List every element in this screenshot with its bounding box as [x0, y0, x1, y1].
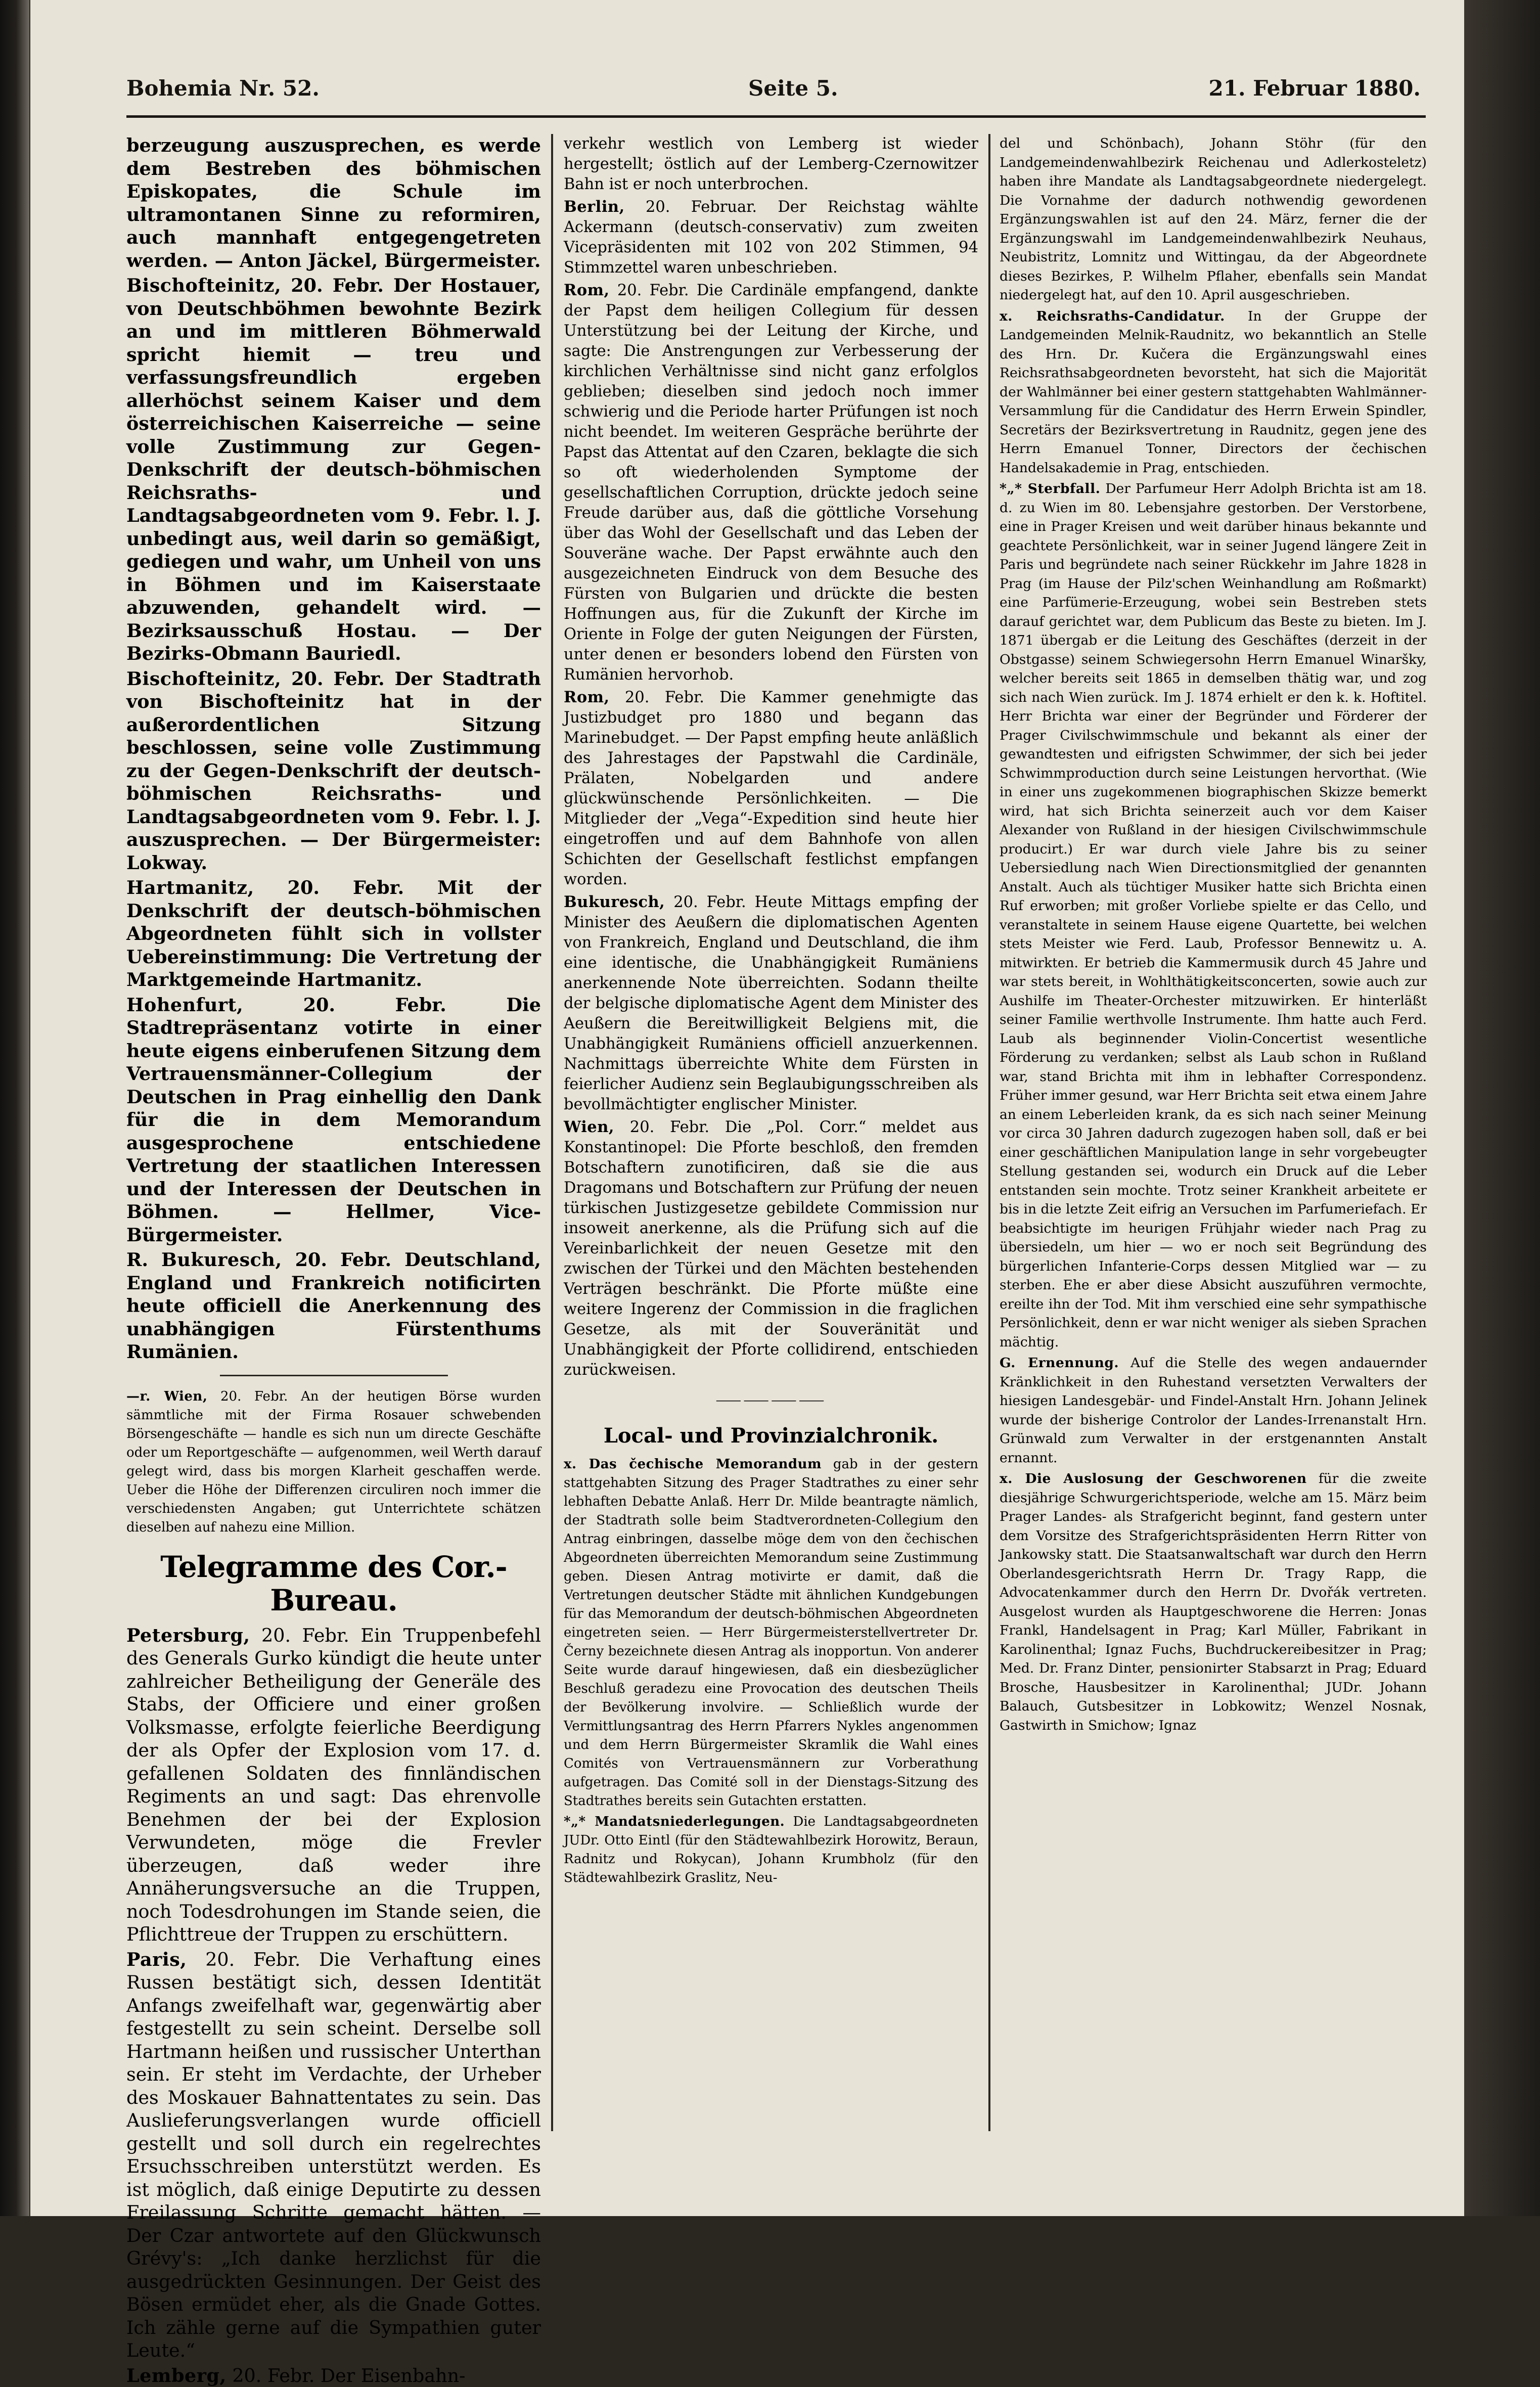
dateline-place: Wien,	[564, 1118, 614, 1136]
left-page-edge	[0, 0, 29, 2216]
article-paragraph	[126, 1948, 541, 2362]
paragraph-prefix: R.	[126, 1249, 148, 1271]
paragraph-prefix: *„* Sterbfall.	[1000, 481, 1100, 497]
article-text: 20. Febr. Die Stadtrepräsentanz votirte in einer heute eigens einberufenen Sitzung dem Vertrauensmänner-Collegium der Deutschen in Prag einhellig den Dank für die in dem Memorandum ausgesprochene entschiedene Vertretung der staatlichen Interessen und der Interessen der Deutschen in Böhmen. — Hellmer, Vice-Bürgermeister.	[126, 994, 541, 1246]
article-paragraph	[564, 1117, 978, 1380]
article-text: 20. Februar. Der Reichstag wählte Ackermann (deutsch-conservativ) zum zweiten Vicepräsidenten mit 102 von 202 Stimmen, 94 Stimmzettel waren unbeschrieben.	[564, 198, 978, 277]
article-paragraph	[564, 197, 978, 278]
article-text: gab in der gestern stattgehabten Sitzung des Prager Stadtrathes zu einer sehr lebhaften Debatte Anlaß. Herr Dr. Milde beantragte nämlich, der Stadtrath solle beim Stadtverordneten-Collegium den Antrag einbringen, dasselbe möge dem von den čechischen Abgeordneten überreichten Memorandum seine Zustimmung geben. Diesen Antrag motivirte er damit, daß die Vertretungen deutscher Städte mit ähnlichen Kundgebungen für das Memorandum der deutsch-böhmischen Abgeordneten eingetreten seien. — Herr Bürgermeisterstellvertreter Dr. Černy bezeichnete diesen Antrag als inopportun. Von anderer Seite wurde darauf hingewiesen, daß ein diesbezüglicher Beschluß geradezu eine Provocation des deutschen Theils der Bevölkerung involvire. — Schließlich wurde der Vermittlungsantrag des Herrn Pfarrers Nykles angenommen und dem Herrn Bürgermeister Skramlik die Wahl eines Comités von Vertrauensmännern zur Vorberathung aufgetragen. Das Comité soll in der Dienstags-Sitzung des Stadtrathes bereits sein Gutachten erstatten.	[564, 1457, 978, 1809]
article-text: für die zweite diesjährige Schwurgerichtsperiode, welche am 15. März beim Prager Landes- als Strafgericht beginnt, fand gestern unter dem Vorsitze des Strafgerichtspräsidenten Herrn Ritter von Jankowsky statt. Die Staatsanwaltschaft war durch den Herrn Oberlandesgerichtsrath Herrn Dr. Tragy Rapp, die Advocatenkammer durch den Herrn Dr. Dvořák vertreten. Ausgelost wurden als Hauptgeschworene die Herren: Jonas Frankl, Handelsagent in Prag; Karl Müller, Fabrikant in Karolinenthal; Ignaz Fuchs, Buchdruckereibesitzer in Prag; Med. Dr. Franz Dinter, pensionirter Stabsarzt in Prag; Eduard Brosche, Hausbesitzer in Karolinenthal; JUDr. Johann Balauch, Gutsbesitzer in Lobkowitz; Wenzel Nosnak, Gastwirth in Smichow; Ignaz	[1000, 1471, 1427, 1733]
page-header	[126, 76, 1421, 111]
column-3	[1000, 134, 1427, 2131]
dateline-place: —r. Wien,	[126, 1389, 207, 1404]
article-text: 20. Febr. Heute Mittags empfing der Minister des Aeußern die diplomatischen Agenten von Frankreich, England und Deutschland, die ihm eine identische, die Unabhängigkeit Rumäniens anerkennende Note überreichten. Sodann theilte der belgische diplomatische Agent dem Minister des Aeußern die Bereitwilligkeit Belgiens mit, die Unabhängigkeit Rumäniens officiell anzuerkennen. Nachmittags überreichte White dem Fürsten in feierlicher Audienz sein Beglaubigungsschreiben als bevollmächtigter englischer Minister.	[564, 893, 978, 1113]
article-text: 20. Febr. Die „Pol. Corr.“ meldet aus Konstantinopel: Die Pforte beschloß, den fremden Botschaftern zunotificiren, daß sie die aus Dragomans und Botschaftern zur Prüfung der neuen türkischen Justizgesetze gebildete Commission nur insoweit anerkenne, als die Prüfung sich auf die Vereinbarlichkeit der neuen Gesetze mit den zwischen der Türkei und den Mächten bestehenden Verträgen beschränkt. Die Pforte müßte eine weitere Ingerenz der Commission in die fraglichen Gesetze, als mit der Souveränität und Unabhängigkeit der Pforte collidirend, entschieden zurückweisen.	[564, 1118, 978, 1379]
article-text: 20. Febr. Die Verhaftung eines Russen bestätigt sich, dessen Identität Anfangs zweifelhaft war, gegenwärtig aber festgestellt zu sein scheint. Derselbe soll Hartmann heißen und russischer Unterthan sein. Er steht im Verdachte, der Urheber des Moskauer Bahnattentates zu sein. Das Auslieferungsverlangen wurde officiell gestellt und soll durch ein regelrechtes Ersuchsschreiben unterstützt werden. Es ist möglich, daß einige Deputirte zu dessen Freilassung Schritte gemacht hätten. — Der Czar antwortete auf den Glückwunsch Grévy's: „Ich danke herzlichst für die ausgedrückten Gesinnungen. Der Geist des Bösen ermüdet eher, als die Gnade Gottes. Ich zähle gerne auf die Sympathien guter Leute.“	[126, 1949, 541, 2362]
column-divider-2	[988, 134, 990, 2131]
article-paragraph	[1000, 479, 1427, 1352]
dateline-place: Petersburg,	[126, 1625, 250, 1646]
dateline-place: Lemberg,	[126, 2365, 227, 2386]
article-paragraph	[564, 892, 978, 1115]
paragraph-prefix: x. Das čechische Memorandum	[564, 1457, 822, 1472]
dateline-place: Bukuresch,	[161, 1249, 282, 1271]
header-page-number: Seite 5.	[748, 76, 838, 101]
section-rule	[220, 1375, 448, 1376]
header-rule	[126, 115, 1426, 118]
article-paragraph: del und Schönbach), Johann Stöhr (für den Landgemeindenwahlbezirk Reichenau und Adlerkosteletz) haben ihre Mandate als Landtagsabgeordnete niedergelegt. Die Vornahme der dadurch nothwendig gewordenen Ergänzungswahlen ist auf den 24. März, ferner die der Ergänzungswahl im Landgemeindenwahlbezirk Neuhaus, Neubistritz, Lomnitz und Wittingau, da der Abgeordnete dieses Bezirkes, P. Wilhelm Pflaher, ebenfalls sein Mandat niedergelegt hat, auf den 10. April ausgeschrieben.	[1000, 134, 1427, 305]
article-text: Die Landtagsabgeordneten JUDr. Otto Eintl (für den Städtewahlbezirk Horowitz, Beraun, Radnitz und Rokycan), Johann Krumbholz (für den Städtewahlbezirk Graslitz, Neu-	[564, 1814, 978, 1885]
article-text: 20. Febr. Der Hostauer, von Deutschböhmen bewohnte Bezirk an und im mittleren Böhmerwald spricht hiemit — treu und verfassungsfreundlich ergeben allerhöchst seinem Kaiser und dem österreichischen Kaiserreiche — seine volle Zustimmung zur Gegen-Denkschrift der deutsch-böhmischen Reichsraths- und Landtagsabgeordneten vom 9. Febr. l. J. unbedingt aus, weil darin so gemäßigt, gediegen und wahr, um Unheil von uns in Böhmen und im Kaiserstaate abzuwenden, gehandelt wird. — Bezirksausschuß Hostau. — Der Bezirks-Obmann Bauriedl.	[126, 275, 541, 664]
paragraph-prefix: x. Die Auslosung der Geschworenen	[1000, 1471, 1307, 1487]
article-paragraph	[1000, 1469, 1427, 1735]
article-text: 20. Febr. An der heutigen Börse wurden sämmtliche mit der Firma Rosauer schwebenden Börsengeschäfte — handle es sich nun um directe Geschäfte oder um Reportgeschäfte — aufgenommen, weil Werth darauf gelegt wird, dass bis morgen Klarheit geschaffen werde. Ueber die Höhe der Differenzen circuliren noch immer die verschiedensten Angaben; gut Unterrichtete schätzen dieselben auf nahezu eine Million.	[126, 1389, 541, 1535]
article-text: 20. Febr. Mit der Denkschrift der deutsch-böhmischen Abgeordneten fühlt sich in vollster Uebereinstimmung: Die Vertretung der Marktgemeinde Hartmanitz.	[126, 877, 541, 990]
column-divider-1	[551, 134, 553, 2131]
article-paragraph: berzeugung auszusprechen, es werde dem Bestreben des böhmischen Episkopates, die Schule im ultramontanen Sinne zu reformiren, auch mannhaft entgegengetreten werden. — Anton Jäckel, Bürgermeister.	[126, 134, 541, 272]
dateline-place: Hohenfurt,	[126, 994, 243, 1016]
article-text: 20. Febr. Der Stadtrath von Bischofteinitz hat in der außerordentlichen Sitzung beschlossen, seine volle Zustimmung zu der Gegen-Denkschrift der deutsch-böhmischen Reichsraths- und Landtagsabgeordneten vom 9. Febr. l. J. auszusprechen. — Der Bürgermeister: Lokway.	[126, 668, 541, 874]
article-paragraph	[126, 2364, 541, 2387]
article-text: 20. Febr. Der Eisenbahn-	[227, 2365, 466, 2386]
article-paragraph	[126, 1387, 541, 1537]
article-text: Der Parfumeur Herr Adolph Brichta ist am 18. d. zu Wien im 80. Lebensjahre gestorben. Der Verstorbene, eine in Prager Kreisen und weit darüber hinaus bekannte und geachtete Persönlichkeit, war in seiner Jugend längere Zeit in Paris und begründete nach seiner Rückkehr im Jahre 1828 in Prag (im Hause der Pilz'schen Weinhandlung am Roßmarkt) eine Parfümerie-Erzeugung, wobei sein Bestreben stets darauf gerichtet war, dem Publicum das Beste zu bieten. Im J. 1871 übergab er die Leitung des Geschäftes (derzeit in der Obstgasse) seinem Schwiegersohn Herrn Emanuel Winaršky, welcher bereits seit 1865 in demselben thätig war, und zog sich nach Wien zurück. Im J. 1874 erhielt er den k. k. Hoftitel. Herr Brichta war einer der Begründer und Förderer der Prager Civilschwimmschule und bekannt als einer der gewandtesten und eifrigsten Schwimmer, der sich bei jeder Schwimmproduction durch seine Leistungen hervorthat. (Wie in einer uns zugekommenen biographischen Skizze bemerkt wird, hat sich Brichta seinerzeit auch vor dem Kaiser Alexander von Rußland in der hiesigen Civilschwimmschule producirt.) Er war durch viele Jahre bis zu seiner Uebersiedlung nach Wien Directionsmitglied der genannten Anstalt. Auch als tüchtiger Musiker hatte sich Brichta einen Ruf erworben; mit großer Vorliebe spielte er das Cello, und veranstaltete in seinem Hause eigene Quartette, bei welchen stets Meister wie Ferd. Laub, Professor Bennewitz u. A. mitwirkten. Er betrieb die Kammermusik durch 45 Jahre und war stets bereit, in Wohlthätigkeitsconcerten, sowie auch zur Aushilfe im Theater-Orchester mitzuwirken. Er hinterläßt seiner Familie werthvolle Instrumente. Ihm hatte auch Ferd. Laub als beginnender Violin-Concertist wesentliche Förderung zu verdanken; selbst als Laub schon in Rußland war, stand Brichta mit ihm in lebhafter Correspondenz. Früher immer gesund, war Herr Brichta seit etwa einem Jahre an einem Leberleiden krank, da es sich nach seiner Meinung vor circa 30 Jahren dadurch zugezogen haben soll, daß er bei einer geschäftlichen Manipulation lange in sehr vorgebeugter Stellung gestanden sei, wodurch ein Druck auf die Leber entstanden sein mochte. Trotz seiner Krankheit arbeitete er bis in die letzte Zeit eifrig an Versuchen im Parfumeriefach. Er beabsichtigte im heurigen Frühjahr wieder nach Prag zu übersiedeln, um hier — wo er noch seit Begründung des bürgerlichen Infanterie-Corps dessen Mitglied war — zu sterben. Ehe er aber diese Absicht auszuführen vermochte, ereilte ihn der Tod. Mit ihm verschied eine sehr sympathische Persönlichkeit, denn er war nicht weniger als sieben Sprachen mächtig.	[1000, 481, 1427, 1350]
article-paragraph	[126, 1624, 541, 1946]
dateline-place: Berlin,	[564, 198, 625, 216]
dateline-place: Paris,	[126, 1949, 187, 1970]
article-text: 20. Febr. Die Cardinäle empfangend, dankte der Papst dem heiligen Collegium für dessen Unterstützung bei der Leitung der Kirche, und sagte: Die Anstrengungen zur Verbesserung der kirchlichen Verhältnisse sind nicht ganz erfolglos geblieben; dieselben sind jedoch noch immer schwierig und die Periode harter Prüfungen ist noch nicht beendet. Im weiteren Gespräche berührte der Papst das Attentat auf den Czaren, beklagte die sich so oft wiederholenden Symptome der gesellschaftlichen Corruption, drückte jedoch seine Freude darüber aus, daß die göttliche Vorsehung über das Wohl der Gesellschaft und das Leben der Souveräne wache. Der Papst erwähnte auch den ausgezeichneten Eindruck von dem Besuche des Fürsten von Bulgarien und drückte die besten Hoffnungen aus, für die Zukunft der Kirche im Oriente in Folge der guten Neigungen der Fürsten, unter denen er besonders lobend den Fürsten von Rumänien hervorhob.	[564, 282, 978, 684]
article-text: 20. Febr. Die Kammer genehmigte das Justizbudget pro 1880 und begann das Marinebudget. — Der Papst empfing heute anläßlich des Jahrestages der Papstwahl die Cardinäle, Prälaten, Nobelgarden und andere glückwünschende Persönlichkeiten. — Die Mitglieder der „Vega“-Expedition sind heute hier eingetroffen und auf dem Bahnhofe von allen Schichten der Gesellschaft festlichst empfangen worden.	[564, 689, 978, 888]
section-heading-local: Local- und Provinzialchronik.	[564, 1424, 978, 1448]
dateline-place: Bischofteinitz,	[126, 668, 281, 690]
article-paragraph	[564, 1813, 978, 1887]
column-1	[126, 134, 541, 2131]
right-page-edge	[1464, 0, 1540, 2216]
article-paragraph	[126, 274, 541, 665]
column-2	[564, 134, 978, 2131]
article-paragraph	[126, 667, 541, 875]
header-publication: Bohemia Nr. 52.	[126, 76, 320, 101]
article-text: 20. Febr. Deutschland, England und Frankreich notificirten heute officiell die Anerkennung des unabhängigen Fürstenthums Rumänien.	[126, 1249, 541, 1363]
dateline-place: Bukuresch,	[564, 893, 665, 911]
article-text: Auf die Stelle des wegen andauernder Kränklichkeit in den Ruhestand versetzten Verwalters der hiesigen Landesgebär- und Findel-Anstalt Hrn. Johann Jelinek wurde der bisherige Controlor der Landes-Irrenanstalt Hrn. Grünwald zum Verwalter in der erstgenannten Anstalt ernannt.	[1000, 1355, 1427, 1466]
article-paragraph	[1000, 307, 1427, 478]
article-paragraph	[126, 876, 541, 992]
dateline-place: Bischofteinitz,	[126, 275, 281, 296]
ornament-divider: ⸺⸺⸺⸺	[564, 1390, 978, 1411]
dateline-place: Rom,	[564, 281, 610, 299]
article-paragraph: verkehr westlich von Lemberg ist wieder hergestellt; östlich auf der Lemberg-Czernowitzer Bahn ist er noch unterbrochen.	[564, 134, 978, 195]
paragraph-prefix: x. Reichsraths-Candidatur.	[1000, 308, 1225, 324]
paragraph-prefix: *„* Mandatsniederlegungen.	[564, 1814, 785, 1829]
header-date: 21. Februar 1880.	[1209, 76, 1421, 101]
article-text: In der Gruppe der Landgemeinden Melnik-Raudnitz, wo bekanntlich an Stelle des Hrn. Dr. Kučera die Ergänzungswahl eines Reichsrathsabgeordneten bevorsteht, hat sich die Majorität der Wahlmänner bei einer gestern stattgehabten Wahlmänner-Versammlung für die Candidatur des Herrn Erwein Spindler, Secretärs der Bezirksvertretung in Raudnitz, gegen jene des Herrn Emanuel Tonner, Directors der čechischen Handelsakademie in Prag, entschieden.	[1000, 308, 1427, 476]
article-paragraph	[564, 280, 978, 685]
dateline-place: Hartmanitz,	[126, 877, 254, 898]
article-paragraph	[564, 687, 978, 890]
article-paragraph	[126, 1248, 541, 1364]
article-text: 20. Febr. Ein Truppenbefehl des Generals Gurko kündigt die heute unter zahlreicher Betheiligung der Generäle des Stabs, der Officiere und einer großen Volksmasse, erfolgte feierliche Beerdigung der als Opfer der Explosion vom 17. d. gefallenen Soldaten des finnländischen Regiments an und sagt: Das ehrenvolle Benehmen der bei der Explosion Verwundeten, möge die Frevler überzeugen, daß weder ihre Annäherungsversuche an die Truppen, noch Todesdrohungen im Stande seien, die Pflichttreue der Truppen zu erschüttern.	[126, 1625, 541, 1946]
paragraph-prefix: G. Ernennung.	[1000, 1355, 1119, 1371]
section-heading-telegrams: Telegramme des Cor.-Bureau.	[126, 1550, 541, 1617]
article-paragraph	[126, 994, 541, 1247]
article-paragraph	[1000, 1354, 1427, 1467]
dateline-place: Rom,	[564, 688, 610, 706]
article-paragraph	[564, 1455, 978, 1811]
